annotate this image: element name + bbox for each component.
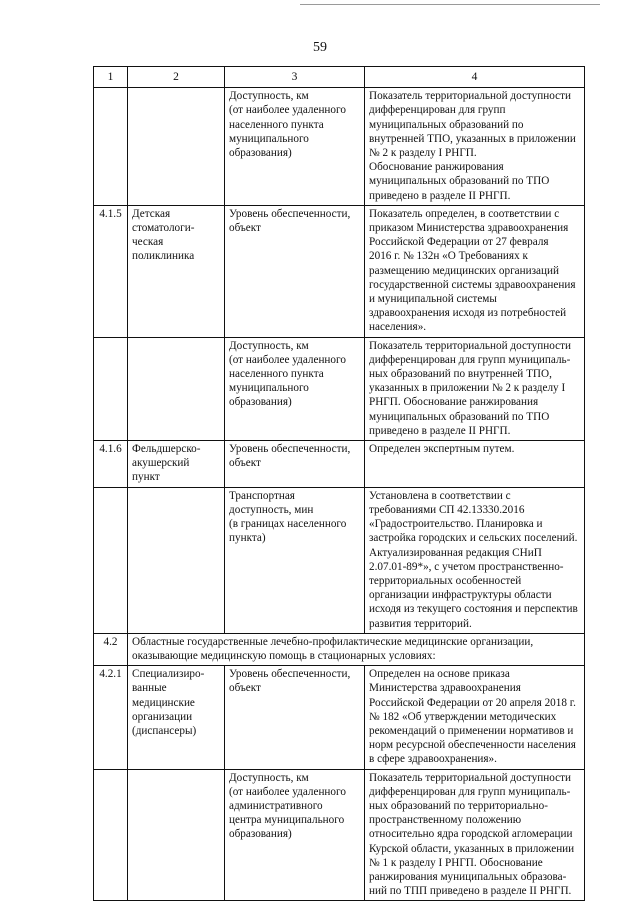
section-heading-cell [128,633,585,665]
page-number: 59 [313,40,327,55]
description-line: и муниципальной системы [369,293,497,306]
indicator-cell [225,205,365,337]
description-cell [365,666,585,769]
description-line: Российской Федерации от 20 апреля 2018 г. [369,696,576,709]
description-line: застройка городских и сельских поселений. [369,532,578,545]
description-line: в сфере здравоохранения». [369,753,497,766]
facility-name-line: пункт [132,471,160,484]
indicator-line: пункта) [229,532,266,545]
description-cell [365,205,585,337]
facility-name-line: медицинские [132,696,195,709]
indicator-line: Доступность, км [229,339,309,352]
description-line: внутренней ТПО, указанных в приложении [369,132,576,145]
description-line: Обоснование ранжирования [369,161,504,174]
indicator-cell [225,487,365,633]
description-line: муниципальных образований по ТПО [369,410,550,423]
row-number [94,769,128,901]
facility-name-line: акушерский [132,457,190,470]
row-number [94,88,128,206]
description-line: Установлена в соответствии с [369,489,511,502]
indicator-cell [225,88,365,206]
row-number [94,487,128,633]
description-line: РНГП. Обоснование ранжирования [369,396,539,409]
indicator-line: Доступность, км [229,90,309,103]
row-number [94,337,128,440]
indicators-table [93,66,585,901]
description-line: указанных в приложении № 2 к разделу I [369,382,566,395]
indicator-cell [225,441,365,488]
table-row [94,205,585,337]
description-line: дифференцирован для групп [369,104,506,117]
description-line: муниципальных образований по [369,118,524,131]
indicator-line: объект [229,222,261,235]
description-line: развития территорий. [369,617,472,630]
indicator-line: объект [229,457,261,470]
facility-name-cell [128,441,225,488]
table-row [94,441,585,488]
description-line: Показатель определен, в соответствии с [369,207,560,220]
table-body [94,88,585,901]
description-line: приведено в разделе II РНГП. [369,189,511,202]
facility-name-cell [128,337,225,440]
indicator-line: населенного пункта [229,118,324,131]
description-line: № 182 «Об утверждении методических [369,710,557,723]
description-line: № 1 к разделу I РНГП. Обоснование [369,856,543,869]
facility-name-line: ванные [132,682,167,695]
facility-name-cell [128,487,225,633]
table-row [94,769,585,901]
description-line: ных образований по территориально- [369,799,548,812]
description-line: Определен экспертным путем. [369,443,515,456]
indicator-line: образования) [229,396,292,409]
description-line: здравоохранения исходя из потребностей [369,307,567,320]
scan-artifact-line [300,4,600,5]
description-line: ранжирования муниципальных образова- [369,870,567,883]
description-line: Показатель территориальной доступности [369,771,571,784]
table-row [94,337,585,440]
indicator-line: муниципального [229,382,309,395]
description-line: Определен на основе приказа [369,668,510,681]
description-line: № 2 к разделу I РНГП. [369,147,477,160]
description-line: требованиями СП 42.13330.2016 [369,503,525,516]
facility-name-line: ческая [132,236,164,249]
facility-name-line: поликлиника [132,250,195,263]
description-line: организации инфраструктуры области [369,589,552,602]
facility-name-cell [128,666,225,769]
indicator-line: (от наиболее удаленного [229,785,346,798]
description-line: Показатель территориальной доступности [369,339,571,352]
section-heading-line: оказывающие медицинскую помощь в стационарных условиях: [132,649,436,662]
facility-name-line: Детская [132,207,171,220]
description-line: населения». [369,321,427,334]
indicator-line: населенного пункта [229,368,324,381]
facility-name-line: Специализиро- [132,668,205,681]
description-cell [365,487,585,633]
row-number: 4.1.6 [94,441,128,488]
description-line: территориальных особенностей [369,574,522,587]
description-line: пространственному положению [369,814,522,827]
header-col-3: 3 [225,67,365,88]
indicator-line: административного [229,799,323,812]
indicator-line: Уровень обеспеченности, [229,668,351,681]
description-line: «Градостроительство. Планировка и [369,518,543,531]
description-line: Показатель территориальной доступности [369,90,571,103]
header-col-1: 1 [94,67,128,88]
description-line: Актуализированная редакция СНиП [369,546,542,559]
indicator-cell [225,769,365,901]
row-number: 4.2 [94,633,128,665]
description-line: дифференцирован для групп муниципаль- [369,353,571,366]
facility-name-line: Фельдшерско- [132,443,201,456]
facility-name-line: организации [132,710,193,723]
description-cell [365,337,585,440]
description-line: приведено в разделе II РНГП. [369,424,511,437]
indicator-line: Доступность, км [229,771,309,784]
description-line: Российской Федерации от 27 февраля [369,236,549,249]
indicator-line: Уровень обеспеченности, [229,443,351,456]
description-line: исходя из текущего состояния и перспектив [369,603,578,616]
description-line: рекомендаций о применении нормативов и [369,724,574,737]
description-line: приказом Министерства здравоохранения [369,222,569,235]
facility-name-line: (диспансеры) [132,724,197,737]
row-number: 4.2.1 [94,666,128,769]
indicator-line: образования) [229,828,292,841]
indicator-line: (от наиболее удаленного [229,104,346,117]
description-cell [365,441,585,488]
indicator-line: образования) [229,147,292,160]
description-line: дифференцирован для групп муниципаль- [369,785,571,798]
description-line: ний по ТПП приведено в разделе II РНГП. [369,885,572,898]
description-line: относительно ядра городской агломерации [369,828,573,841]
header-col-4: 4 [365,67,585,88]
facility-name-cell [128,769,225,901]
facility-name-line: стоматологи- [132,222,195,235]
indicator-line: Уровень обеспеченности, [229,207,351,220]
section-heading-line: Областные государственные лечебно-профилактические медицинские организации, [132,635,534,648]
facility-name-cell [128,88,225,206]
indicator-line: Транспортная [229,489,295,502]
description-line: Курской области, указанных в приложении [369,842,575,855]
table-row [94,88,585,206]
table-row [94,666,585,769]
indicator-line: объект [229,682,261,695]
description-line: Министерства здравоохранения [369,682,521,695]
row-number: 4.1.5 [94,205,128,337]
description-line: 2.07.01-89*», с учетом пространственно- [369,560,564,573]
indicator-cell [225,666,365,769]
indicator-line: (в границах населенного [229,518,347,531]
facility-name-cell [128,205,225,337]
indicator-line: муниципального [229,132,309,145]
indicator-line: центра муниципального [229,814,345,827]
description-line: муниципальных образований по ТПО [369,175,550,188]
description-line: ных образований по внутренней ТПО, [369,368,552,381]
table-row [94,633,585,665]
table-row [94,487,585,633]
indicator-line: (от наиболее удаленного [229,353,346,366]
table-header-row [94,67,585,88]
header-col-2: 2 [128,67,225,88]
indicator-cell [225,337,365,440]
description-line: 2016 г. № 132н «О Требованиях к [369,250,528,263]
indicator-line: доступность, мин [229,503,314,516]
description-line: размещению медицинских организаций [369,264,559,277]
description-cell [365,769,585,901]
description-cell [365,88,585,206]
description-line: норм ресурсной обеспеченности населения [369,739,576,752]
description-line: государственной системы здравоохранения [369,278,576,291]
